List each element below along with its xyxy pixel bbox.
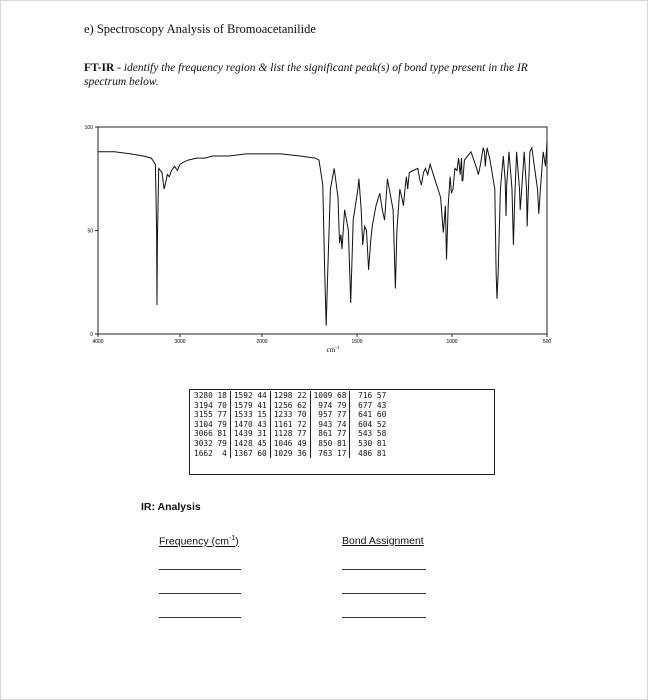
- peak-cell: 1256 62: [270, 401, 310, 411]
- peak-cell: 1367 60: [230, 449, 270, 459]
- peak-cell: 3032 79: [194, 438, 227, 448]
- ftir-label: FT-IR: [84, 62, 115, 74]
- y-tick-label: 100: [84, 125, 93, 131]
- peak-table-row: [191, 439, 389, 449]
- peak-cell: 3066 81: [194, 429, 227, 439]
- peak-cell: 974 79: [310, 401, 350, 411]
- x-tick-label: 1000: [446, 339, 458, 345]
- frequency-answer-line-1[interactable]: [159, 569, 241, 570]
- plot-frame: [98, 127, 547, 334]
- peak-cell: 530 81: [350, 439, 389, 449]
- x-tick-label: 4000: [92, 339, 104, 345]
- x-axis-label: $cm^{-1}$: [326, 346, 340, 354]
- peak-cell: 604 52: [350, 420, 389, 430]
- peak-table-row: [191, 391, 389, 401]
- peak-cell: 1662 4: [194, 448, 227, 458]
- peak-cell: 1470 43: [230, 420, 270, 430]
- x-tick-label: 2000: [256, 339, 268, 345]
- peak-cell: 1579 41: [230, 401, 270, 411]
- peak-cell: 1128 77: [270, 429, 310, 439]
- peak-table-row: [191, 401, 389, 411]
- peak-cell: 1533 15: [230, 410, 270, 420]
- section-heading: e) Spectroscopy Analysis of Bromoacetanilide: [84, 22, 316, 36]
- bond-assignment-header: Bond Assignment: [342, 535, 424, 547]
- peak-cell: 1298 22: [270, 391, 310, 401]
- x-tick-label: 500: [542, 339, 552, 345]
- peak-cell: 1428 45: [230, 439, 270, 449]
- bond-answer-line-2[interactable]: [342, 593, 426, 594]
- peak-cell: 1161 72: [270, 420, 310, 430]
- peak-cell: 1439 31: [230, 429, 270, 439]
- frequency-answer-line-2[interactable]: [159, 593, 241, 594]
- peak-cell: 1592 44: [230, 391, 270, 401]
- peak-table: [191, 391, 389, 458]
- peak-cell: 3104 79: [194, 419, 227, 429]
- peak-table-row: [191, 449, 389, 459]
- peak-cell: 3194 70: [194, 400, 227, 410]
- peak-cell: 486 81: [350, 449, 389, 459]
- ftir-instruction: - identify the frequency region & list the significant peak(s) of bond type present in the IR spectrum below.: [84, 62, 528, 88]
- peak-cell: 677 43: [350, 401, 389, 411]
- peak-cell: 716 57: [350, 391, 389, 401]
- bond-answer-line-3[interactable]: [342, 617, 426, 618]
- peak-table-row: [191, 429, 389, 439]
- peak-cell: 641 60: [350, 410, 389, 420]
- peak-cell: 861 77: [310, 429, 350, 439]
- x-tick-label: 3000: [174, 339, 186, 345]
- peak-cell: 543 58: [350, 429, 389, 439]
- peak-cell: 3155 77: [194, 410, 227, 420]
- peak-cell: 1009 68: [310, 391, 350, 401]
- peak-cell: 1046 49: [270, 439, 310, 449]
- frequency-header-text: Frequency (cm: [159, 535, 230, 548]
- y-tick-label: 0: [90, 332, 93, 338]
- peak-cell: 3280 18: [194, 391, 227, 400]
- peak-cell: 943 74: [310, 420, 350, 430]
- ir-analysis-title: IR: Analysis: [141, 501, 201, 513]
- peak-cell: 1233 70: [270, 410, 310, 420]
- bond-answer-line-1[interactable]: [342, 569, 426, 570]
- peak-cell: 850 81: [310, 439, 350, 449]
- y-tick-label: 50: [87, 228, 93, 235]
- peak-table-row: [191, 420, 389, 430]
- spectrum-series-line: [98, 142, 547, 326]
- frequency-answer-line-3[interactable]: [159, 617, 241, 618]
- peak-cell: 763 17: [310, 449, 350, 459]
- frequency-header-sup: -1: [229, 535, 236, 542]
- peak-cell: 957 77: [310, 410, 350, 420]
- peak-table-row: [191, 410, 389, 420]
- frequency-header: [159, 535, 239, 548]
- x-tick-label: 1500: [351, 339, 363, 345]
- frequency-header-close: ): [235, 535, 239, 548]
- peak-cell: 1029 36: [270, 449, 310, 459]
